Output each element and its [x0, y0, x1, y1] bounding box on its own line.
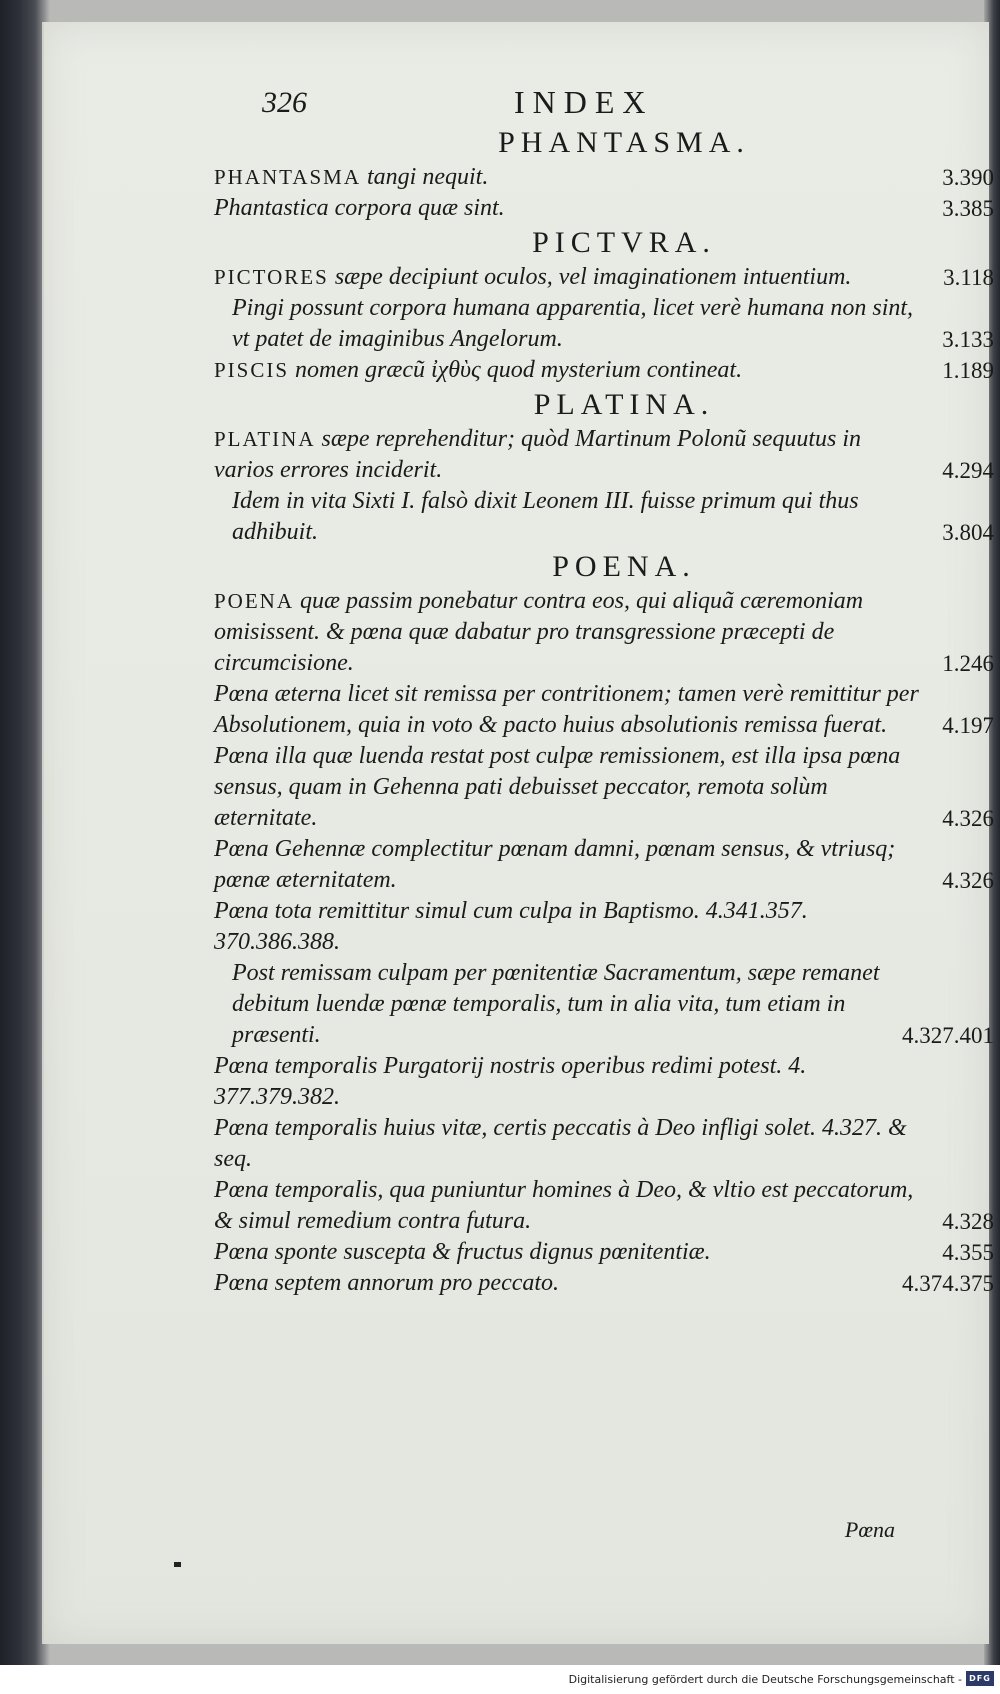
page-text-block	[214, 72, 994, 1299]
running-title: INDEX	[514, 84, 654, 120]
entry-text: quæ passim ponebatur contra eos, qui aliquã cæremoniam omisissent. & pœna quæ dabatur pro transgressione præcepti de circumcisione.	[214, 588, 864, 676]
entry-lead: PLATINA	[214, 427, 316, 451]
ink-mark	[174, 1562, 181, 1567]
entry-text: Pœna æterna licet sit remissa per contritionem; tamen verè remittitur per Absolutionem, quia in voto & pacto huius absolutionis remissa fuerat.	[214, 681, 919, 738]
index-entry	[214, 834, 994, 896]
index-entry	[214, 355, 994, 386]
entry-reference: 4.327.401	[902, 1023, 994, 1048]
entry-text: Idem in vita Sixti I. falsò dixit Leonem III. fuisse primum qui thus adhibuit.	[232, 488, 859, 545]
book-page	[42, 22, 994, 1644]
index-entry	[214, 1175, 994, 1237]
dfg-logo: DFG	[966, 1671, 994, 1686]
entry-reference: 3.804	[942, 520, 994, 545]
entry-reference: 4.328	[942, 1209, 994, 1234]
index-entry	[214, 193, 994, 224]
index-entry	[214, 586, 994, 679]
entry-lead: PISCIS	[214, 358, 290, 382]
entry-text: nomen græcũ ἰχθὺς quod mysterium contineat.	[295, 357, 743, 383]
index-entry	[214, 162, 994, 193]
index-entry	[214, 424, 994, 486]
index-entry	[214, 741, 994, 834]
entry-reference: 4.197	[942, 713, 994, 738]
entry-lead: POENA	[214, 589, 295, 613]
entry-lead: PHANTASMA	[214, 165, 362, 189]
index-entry	[214, 486, 994, 548]
entry-lead: PICTORES	[214, 265, 329, 289]
entry-reference: 1.246	[942, 651, 994, 676]
entry-text: Pœna illa quæ luenda restat post culpæ remissionem, est illa ipsa pœna sensus, quam in Gehenna pati debuisset peccator, remota solùm æternitate.	[214, 743, 901, 831]
index-entry	[214, 293, 994, 355]
section-heading-poena: POENA.	[552, 550, 696, 583]
index-entry	[214, 262, 994, 293]
entry-text: Pœna sponte suscepta & fructus dignus pœnitentiæ.	[214, 1239, 711, 1265]
entry-reference: 4.374.375	[902, 1271, 994, 1296]
entry-reference: 1.189	[942, 358, 994, 383]
entry-text: sæpe decipiunt oculos, vel imaginationem intuentium.	[334, 264, 852, 290]
section-heading-platina: PLATINA.	[533, 388, 715, 421]
funding-credit: Digitalisierung gefördert durch die Deutsche Forschungsgemeinschaft -	[568, 1673, 962, 1686]
entry-text: Pœna tota remittitur simul cum culpa in Baptismo. 4.341.357. 370.386.388.	[214, 898, 808, 955]
section-heading-pictura: PICTVRA.	[532, 226, 716, 259]
index-entry	[214, 958, 994, 1051]
entry-reference: 3.385	[942, 196, 994, 221]
entry-text: Pœna temporalis huius vitæ, certis peccatis à Deo infligi solet. 4.327. & seq.	[214, 1115, 907, 1172]
index-entry	[214, 1113, 994, 1175]
page-number: 326	[262, 86, 307, 119]
entry-text: Pœna septem annorum pro peccato.	[214, 1270, 560, 1296]
entry-reference: 3.390	[942, 165, 994, 190]
index-entry	[214, 679, 994, 741]
entry-text: sæpe reprehenditur; quòd Martinum Polonũ sequutus in varios errores inciderit.	[214, 426, 862, 483]
running-head	[214, 72, 994, 124]
entry-text: Pœna temporalis Purgatorij nostris operibus redimi potest. 4. 377.379.382.	[214, 1053, 807, 1110]
entry-reference: 4.355	[942, 1240, 994, 1265]
index-entry	[214, 1237, 994, 1268]
entry-reference: 4.294	[942, 458, 994, 483]
catchword: Pœna	[844, 1517, 895, 1542]
entry-text: Phantastica corpora quæ sint.	[214, 195, 505, 221]
entry-text: Pingi possunt corpora humana apparentia, licet verè humana non sint, vt patet de imaginibus Angelorum.	[232, 295, 914, 352]
index-entry	[214, 896, 994, 958]
entry-text: Post remissam culpam per pœnitentiæ Sacramentum, sæpe remanet debitum luendæ pœnæ temporalis, tum in alia vita, tum etiam in præsenti.	[232, 960, 880, 1048]
entry-text: Pœna Gehennæ complectitur pœnam damni, pœnam sensus, & vtriusq; pœnæ æternitatem.	[214, 836, 896, 893]
index-entry	[214, 1051, 994, 1113]
entry-reference: 4.326	[942, 868, 994, 893]
entry-reference: 3.133	[942, 327, 994, 352]
section-heading-phantasma: PHANTASMA.	[498, 126, 750, 159]
entry-reference: 3.118	[943, 265, 994, 290]
digitization-footer	[0, 1665, 1000, 1694]
entry-reference: 4.326	[942, 806, 994, 831]
index-entry	[214, 1268, 994, 1299]
entry-text: Pœna temporalis, qua puniuntur homines à Deo, & vltio est peccatorum, & simul remedium contra futura.	[214, 1177, 914, 1234]
entry-text: tangi nequit.	[367, 164, 489, 190]
